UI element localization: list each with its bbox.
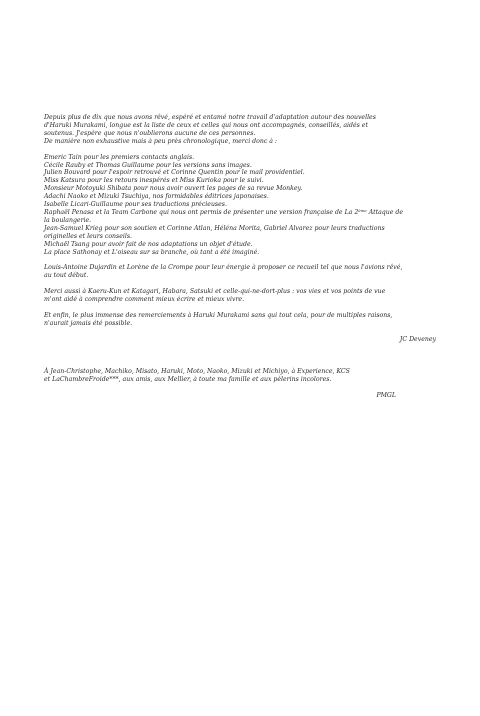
spacer [44,328,436,336]
text-line: De manière non exhaustive mais à peu près chronologique, merci donc à : [44,137,277,145]
final-thanks-paragraph [44,312,436,328]
text-line: soutenus. J'espère que nous n'oublierons aucune de ces personnes. [44,129,256,137]
characters-paragraph [44,288,436,304]
spacer [44,344,436,368]
text-line: Jean-Samuel Krieg pour son soutien et Corinne Atlan, Héléna Morita, Gabriel Alvarez pour leurs traductions [44,224,385,232]
dedication-paragraph [44,368,436,384]
text-segment: Attaque de [366,208,403,216]
text-line: la boulangerie. [44,216,92,224]
superscript: ème [358,207,367,213]
spacer [44,384,436,392]
text-line: Merci aussi à Kaeru-Kun et Katagari, Habara, Satsuki et celle-qui-ne-dort-plus : vos vies et vos points de vue [44,288,386,296]
text-line: Louis-Antoine Dujardin et Lorène de la Crompe pour leur énergie à proposer ce recueil tel que nous l'avions rêvé, [44,264,403,272]
text-line: Michaël Tsang pour avoir fait de nos adaptations un objet d'étude. [44,240,253,248]
text-line: Adachi Naoko et Mizuki Tsuchiya, nos formidables éditrices japonaises. [44,193,269,201]
text-line: originelles et leurs conseils. [44,232,132,240]
spacer [44,146,436,154]
spacer [44,304,436,312]
text-line [44,209,436,217]
text-line: au tout début. [44,272,89,280]
text-line: n'aurait jamais été possible. [44,319,133,327]
text-line: Julien Bouvard pour l'espoir retrouvé et Corinne Quentin pour le mail providentiel. [44,169,305,177]
text-line: Cécile Rauby et Thomas Guillaume pour les versions sans images. [44,161,252,169]
text-line: La place Sathonay et L'oiseau sur sa branche, où tant a été imaginé. [44,248,260,256]
text-segment: Raphaël Penasa et la Team Carbone qui nous ont permis de présenter une version française de La 2 [44,208,359,216]
text-line: Depuis plus de dix que nous avons rêvé, espéré et entamé notre travail d'adaptation autour des nouvelles [44,114,376,121]
text-line: d'Haruki Murakami, longue est la liste de ceux et celles qui nous ont accompagnés, conseillés, aidés et [44,121,368,129]
text-line: À Jean-Christophe, Machiko, Misato, Haruki, Moto, Naoko, Mizuki et Michiyo, à Experience, KCS [44,367,350,375]
spacer [44,256,436,264]
publishers-paragraph [44,264,436,280]
signature-pmgl: PMGL [376,391,396,399]
text-line: Et enfin, le plus immense des remerciements à Haruki Murakami sans qui tout cela, pour de multiples raisons, [44,312,393,320]
signature-jc: JC Deveney [399,335,436,343]
intro-paragraph [44,114,436,146]
text-line: et LaChambreFroide***, aux amis, aux Mellier, à toute ma famille et aux pèlerins incolores. [44,375,332,383]
spacer [44,280,436,288]
text-line: Miss Katsura pour les retours inespérés et Miss Kurioka pour le suivi. [44,177,264,185]
text-line: Isabelle Licari-Guillaume pour ses traductions précieuses. [44,201,227,209]
text-line: Emeric Tain pour les premiers contacts anglais. [44,153,195,161]
text-line: m'ont aidé à comprendre comment mieux écrire et mieux vivre. [44,296,245,304]
text-line: Monsieur Motoyuki Shibata pour nous avoir ouvert les pages de sa revue Monkey. [44,185,303,193]
thanks-list [44,154,436,257]
acknowledgements-text [44,114,436,399]
